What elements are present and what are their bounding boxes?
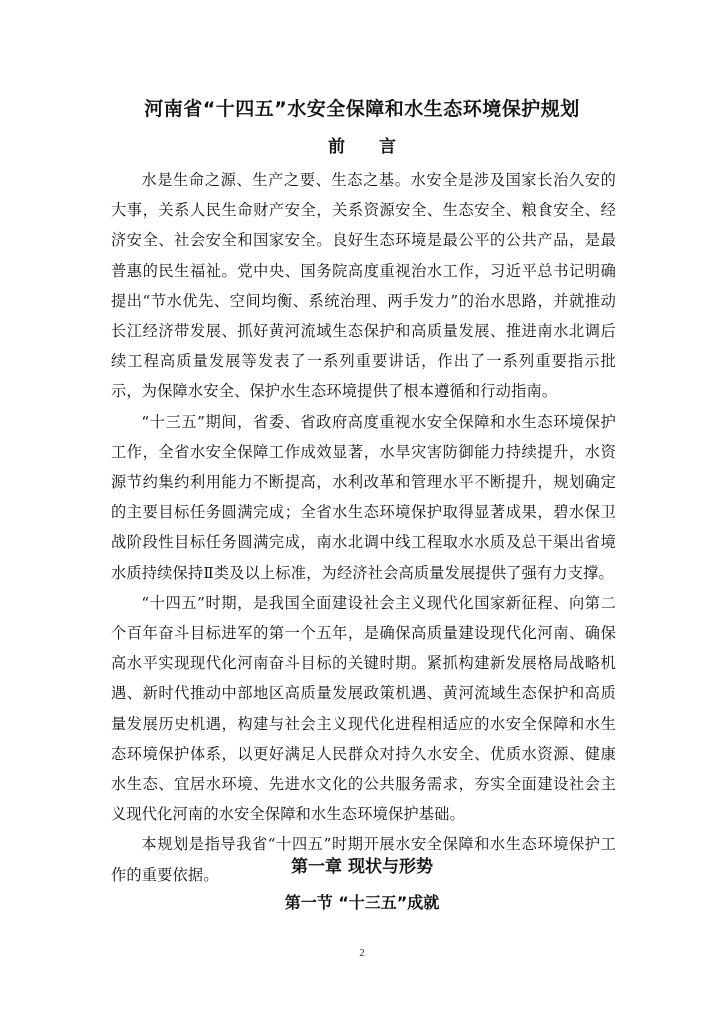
paragraph: “十四五”时期，是我国全面建设社会主义现代化国家新征程、向第二个百年奋斗目标进军的第一个五年，是确保高质量建设现代化河南、确保高水平实现现代化河南奋斗目标的关键时期。紧抓构建新发展格局战略机遇、新时代推动中部地区高质量发展政策机遇、黄河流域生态保护和高质量发展历史机遇，构建与社会主义现代化进程相适应的水安全保障和水生态环境保护体系，以更好满足人民群众对持久水安全、优质水资源、健康水生态、宜居水环境、先进水文化的公共服务需求，夯实全面建设社会主义现代化河南的水安全保障和水生态环境保护基础。 [111,593,616,824]
paragraph: “十三五”期间，省委、省政府高度重视水安全保障和水生态环境保护工作，全省水安全保障工作成效显著，水旱灾害防御能力持续提升，水资源节约集约利用能力不断提高，水利改革和管理水平不断提升，规划确定的主要目标任务圆满完成；全省水生态环境保护取得显著成果，碧水保卫战阶段性目标任务圆满完成，南水北调中线工程取水水质及总干渠出省境水质持续保持Ⅱ类及以上标准，为经济社会高质量发展提供了强有力支撑。 [111,412,616,582]
preface-heading: 前 言 [328,137,410,157]
section-heading: 第一节 “十三五”成就 [284,893,440,912]
page-number: 2 [359,947,365,959]
paragraph: 本规划是指导我省“十四五”时期开展水安全保障和水生态环境保护工作的重要依据。 [111,835,616,884]
document-title: 河南省“十四五”水安全保障和水生态环境保护规划 [144,98,580,120]
paragraph: 水是生命之源、生产之要、生态之基。水安全是涉及国家长治久安的大事，关系人民生命财产安全，关系资源安全、生态安全、粮食安全、经济安全、社会安全和国家安全。良好生态环境是最公平的公共产品，是最普惠的民生福祉。党中央、国务院高度重视治水工作，习近平总书记明确提出“节水优先、空间均衡、系统治理、两手发力”的治水思路，并就推动长江经济带发展、抓好黄河流域生态保护和高质量发展、推进南水北调后续工程高质量发展等发表了一系列重要讲话，作出了一系列重要指示批示，为保障水安全、保护水生态环境提供了根本遵循和行动指南。 [111,171,616,401]
preface-body [111,165,616,890]
chapter-heading: 第一章 现状与形势 [291,857,433,877]
